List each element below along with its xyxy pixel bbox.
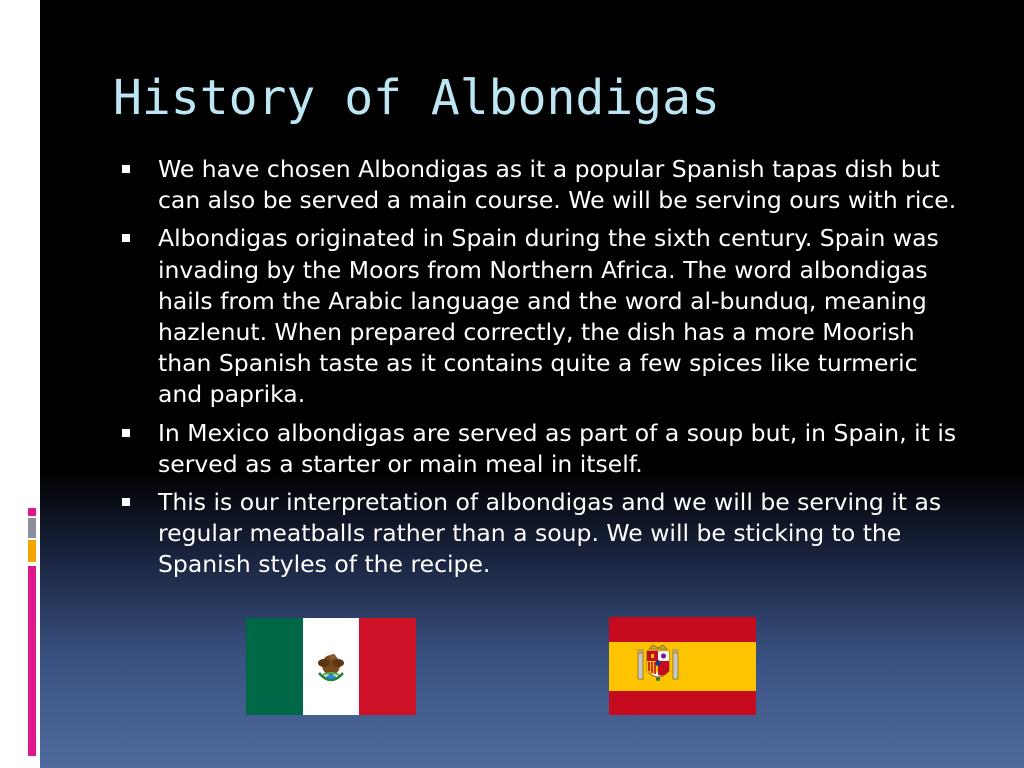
bullet-text: This is our interpretation of albondigas and we will be serving it as regular meatballs rather than a soup. We will be sticking to the Spanish styles of the recipe. [158, 488, 942, 579]
accent-bar-pink-small [28, 508, 36, 516]
accent-bar-pink [28, 566, 36, 756]
bullet-list [118, 154, 968, 588]
flag-stripe-red-top [609, 617, 756, 642]
accent-bar-orange [28, 540, 36, 562]
spain-flag [609, 617, 756, 715]
bullet-item [118, 418, 968, 480]
square-bullet-icon [122, 234, 130, 242]
accent-bar-gray [28, 518, 36, 538]
flag-band-red [359, 618, 416, 715]
square-bullet-icon [122, 498, 130, 506]
bullet-item [118, 223, 968, 410]
flag-stripe-red-bottom [609, 691, 756, 716]
bullet-item [118, 154, 968, 216]
eagle-emblem-icon [311, 647, 351, 687]
slide-title: History of Albondigas [113, 70, 720, 126]
coat-of-arms-icon [637, 643, 679, 687]
bullet-text: Albondigas originated in Spain during the sixth century. Spain was invading by the Moors from Northern Africa. The word albondigas hails from the Arabic language and the word al-bunduq, meaning hazlenut. When prepared correctly, the dish has a more Moorish than Spanish taste as it contains quite a few spices like turmeric and paprika. [158, 224, 939, 409]
flag-stripe-yellow [609, 642, 756, 691]
flag-band-white [303, 618, 360, 715]
bullet-item [118, 487, 968, 581]
flag-band-green [246, 618, 303, 715]
mexico-flag [246, 618, 416, 715]
bullet-text: We have chosen Albondigas as it a popular Spanish tapas dish but can also be served a main course. We will be serving ours with rice. [158, 155, 957, 215]
left-margin-strip [0, 0, 40, 768]
square-bullet-icon [122, 165, 130, 173]
bullet-text: In Mexico albondigas are served as part of a soup but, in Spain, it is served as a starter or main meal in itself. [158, 418, 957, 478]
square-bullet-icon [122, 429, 130, 437]
